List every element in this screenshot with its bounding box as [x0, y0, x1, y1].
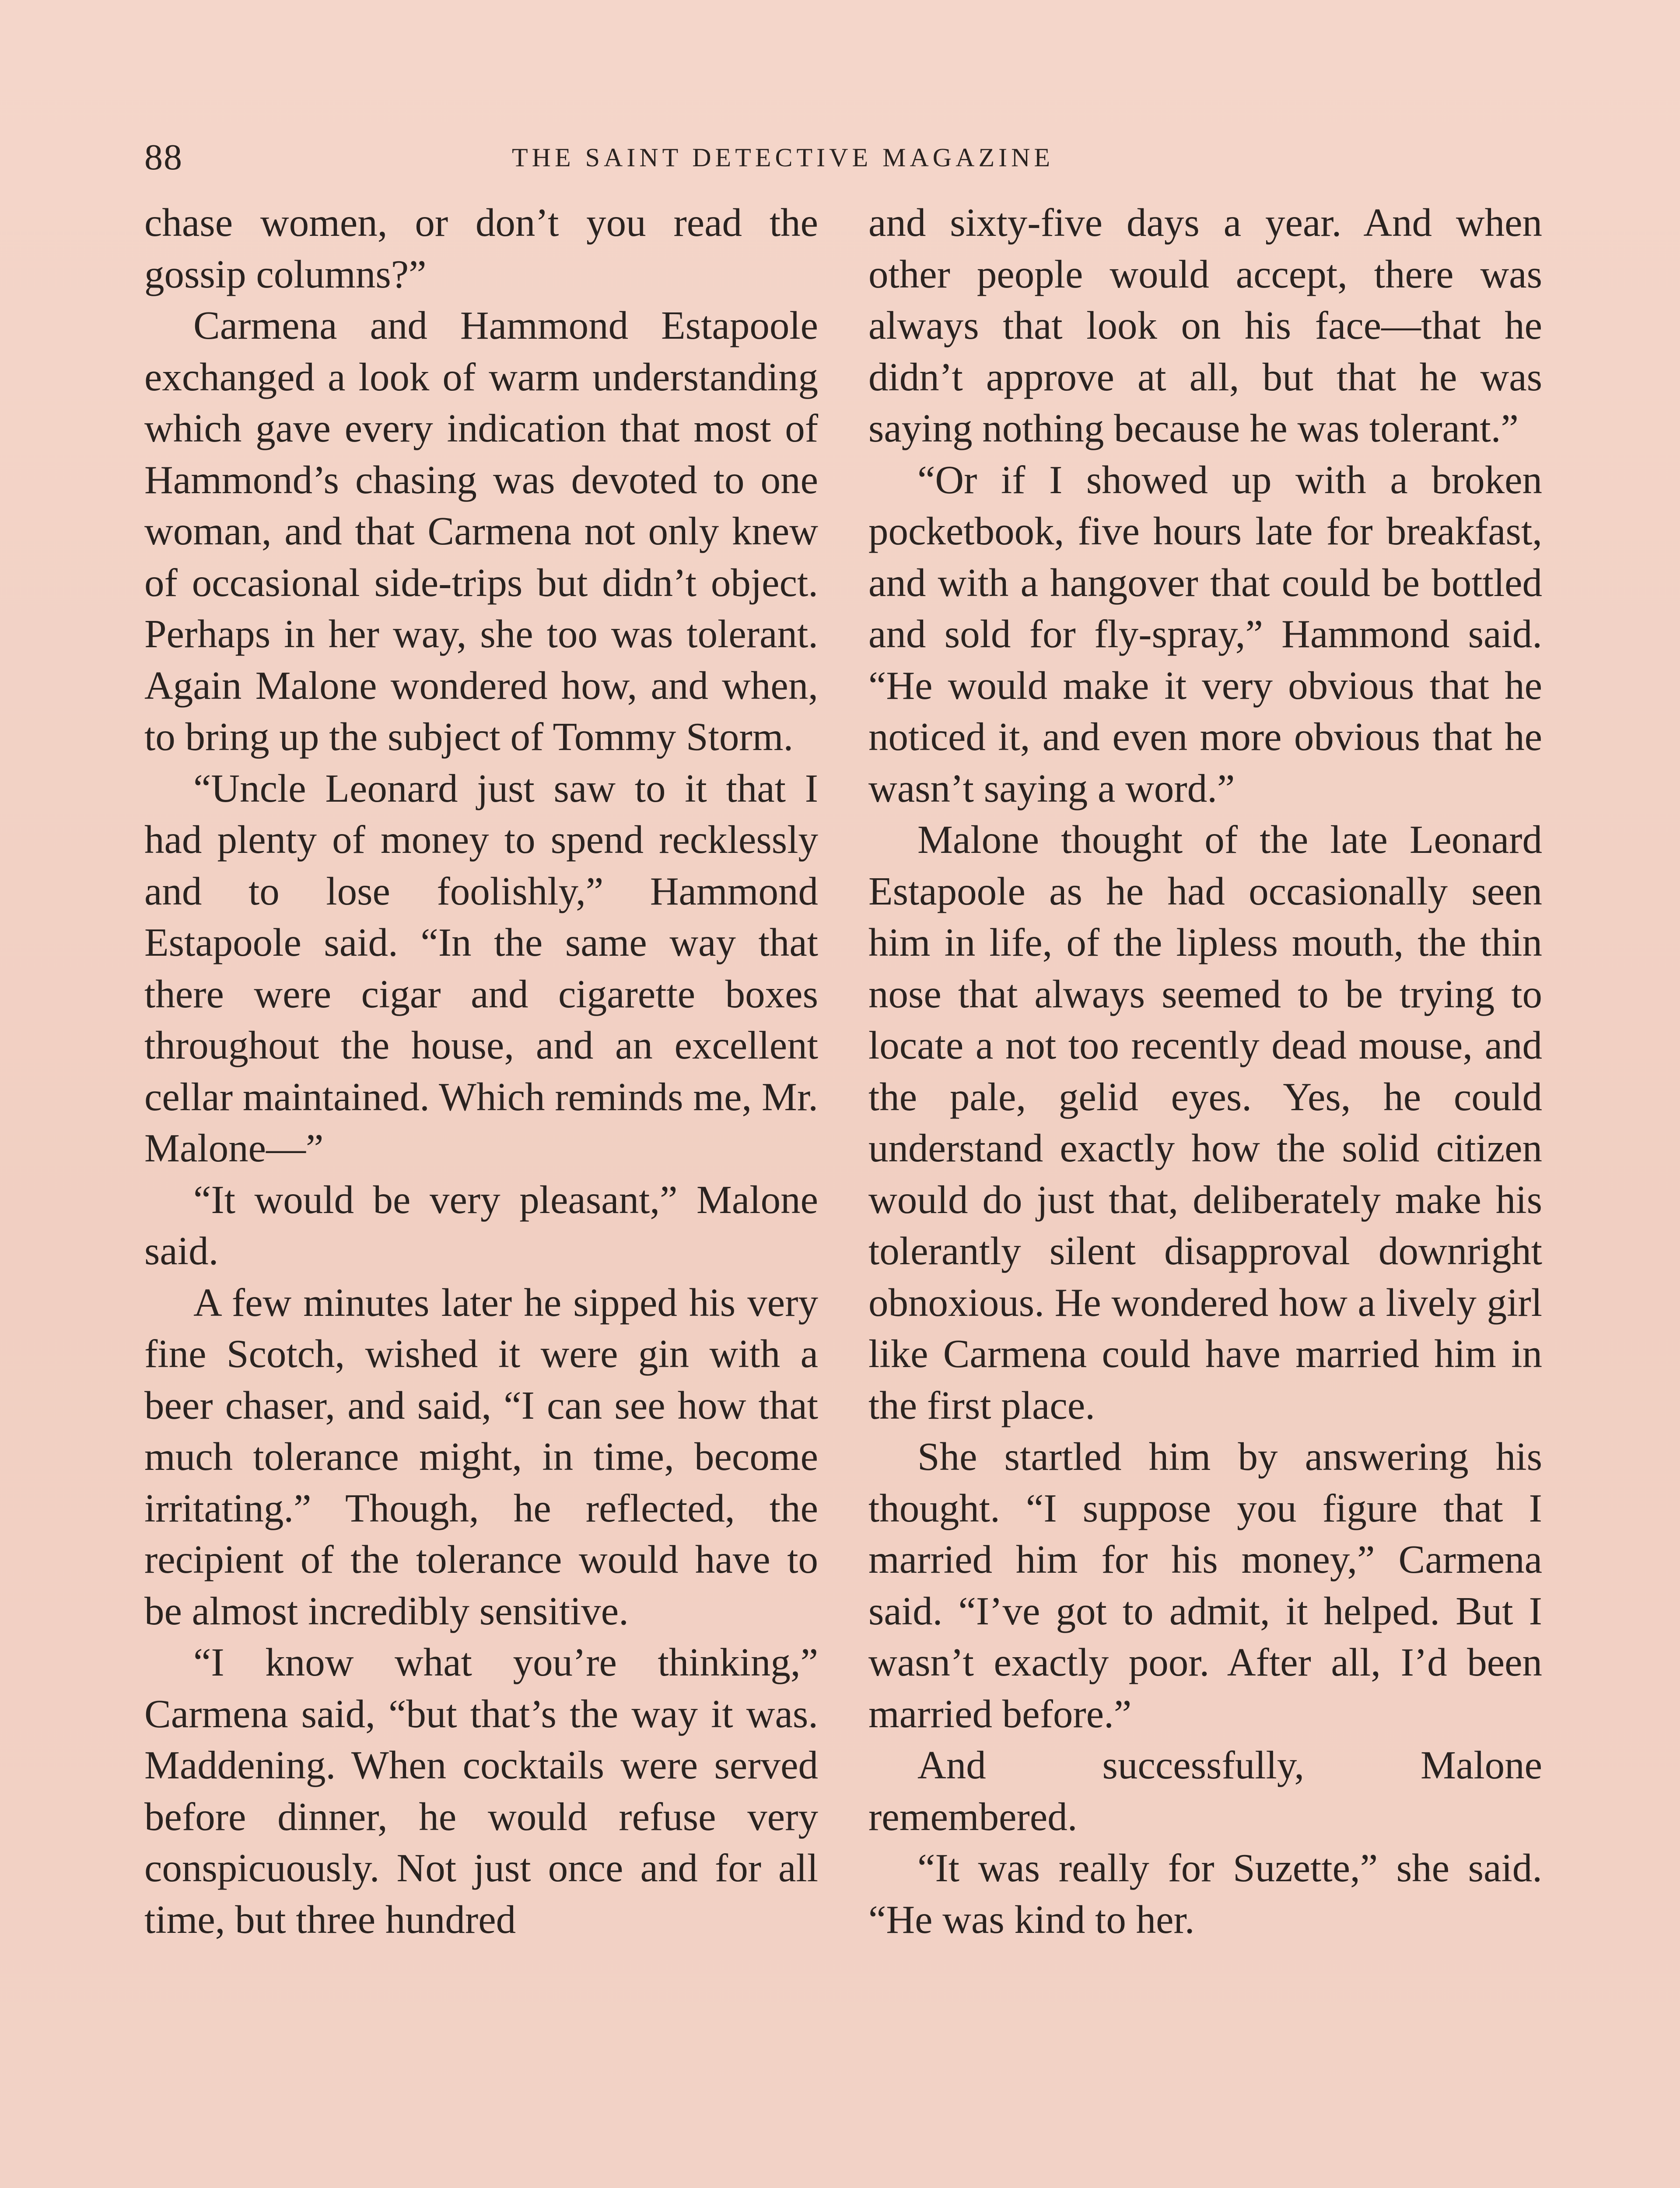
paragraph: She startled him by answering his thought. “I suppose you figure that I married him for his money,” Carmena said. “I’ve got to admit, it helped. But I wasn’t exactly poor. After all, I’d been married before.” — [868, 1434, 1542, 1736]
right-column — [868, 197, 1542, 1945]
page-number: 88 — [144, 137, 183, 178]
page-header — [144, 131, 1544, 184]
paragraph: and sixty-five days a year. And when other people would accept, there was always that look on his face—that he didn’t approve at all, but that he was saying nothing because he was tolerant.” — [868, 200, 1542, 450]
paragraph: “I know what you’re thinking,” Carmena said, “but that’s the way it was. Maddening. When cocktails were served before dinner, he would refuse very conspicuously. Not just once and for all time, but three hundred — [144, 1640, 818, 1942]
left-column — [144, 197, 818, 1945]
paragraph: “Uncle Leonard just saw to it that I had plenty of money to spend recklessly and to lose foolishly,” Hammond Estapoole said. “In the same way that there were cigar and cigarette boxes throughout the house, and an excellent cellar maintained. Which reminds me, Mr. Malone—” — [144, 766, 818, 1170]
paragraph: And successfully, Malone remembered. — [868, 1743, 1542, 1839]
paragraph: chase women, or don’t you read the gossip columns?” — [144, 200, 818, 296]
running-head: THE SAINT DETECTIVE MAGAZINE — [512, 143, 1054, 172]
paragraph: Malone thought of the late Leonard Estapoole as he had occasionally seen him in life, of the lipless mouth, the thin nose that always seemed to be trying to locate a not too recently dead mouse, and the pale, gelid eyes. Yes, he could understand exactly how the solid citizen would do just that, deliberately make his tolerantly silent disapproval downright obnoxious. He wondered how a lively girl like Carmena could have married him in the first place. — [868, 817, 1542, 1427]
paragraph: “It would be very pleasant,” Malone said. — [144, 1177, 818, 1273]
paragraph: A few minutes later he sipped his very fine Scotch, wished it were gin with a beer chaser, and said, “I can see how that much tolerance might, in time, become irritating.” Though, he reflected, the recipient of the tolerance would have to be almost incredibly sensitive. — [144, 1280, 818, 1633]
paragraph: “It was really for Suzette,” she said. “He was kind to her. — [868, 1846, 1542, 1942]
paragraph: “Or if I showed up with a broken pocketbook, five hours late for breakfast, and with a hangover that could be bottled and sold for fly-spray,” Hammond said. “He would make it very obvious that he noticed it, and even more obvious that he wasn’t saying a word.” — [868, 457, 1542, 810]
paragraph: Carmena and Hammond Estapoole exchanged a look of warm understanding which gave every indication that most of Hammond’s chasing was devoted to one woman, and that Carmena not only knew of occasional side-trips but didn’t object. Perhaps in her way, she too was tolerant. Again Malone wondered how, and when, to bring up the subject of Tommy Storm. — [144, 303, 818, 759]
